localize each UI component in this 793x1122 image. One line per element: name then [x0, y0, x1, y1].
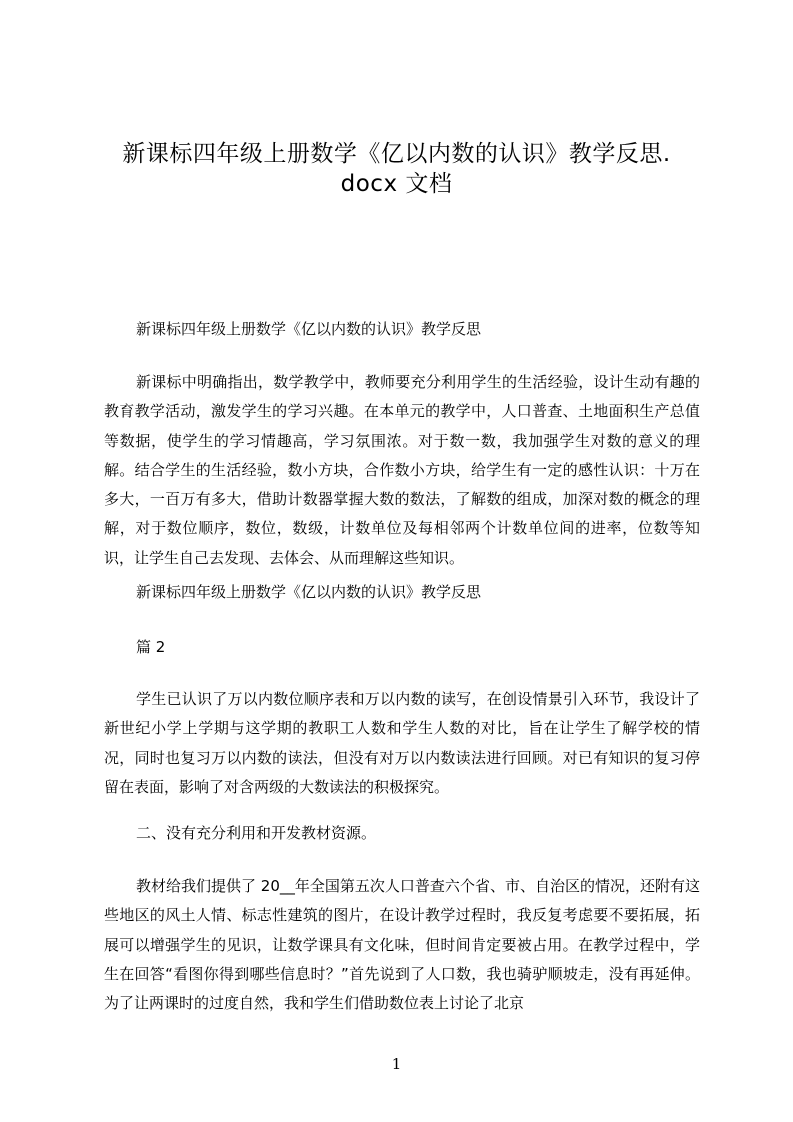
page-number: 1 [391, 1055, 402, 1073]
body-paragraph-1: 新课标中明确指出，数学教学中，教师要充分利用学生的生活经验，设计生动有趣的教育教学活动，激发学生的学习兴趣。在本单元的教学中，人口普查、土地面积生产总值等数据，使学生的学习情趣高，学习氛围浓。对于数一数，我加强学生对数的意义的理解。结合学生的生活经验，数小方块，合作数小方块，给学生有一定的感性认识：十万在多大，一百万有多大，借助计数器掌握大数的数法，了解数的组成，加深对数的概念的理解，对于数位顺序，数位，数级，计数单位及每相邻两个计数单位间的进率，位数等知识，让学生自己去发现、去体会、从而理解这些知识。 [104, 373, 700, 567]
title-line-1: 新课标四年级上册数学《亿以内数的认识》教学反思. [122, 141, 671, 167]
section-label: 篇 2 [136, 638, 166, 656]
section-heading-1: 新课标四年级上册数学《亿以内数的认识》教学反思 [136, 320, 482, 338]
title-line-2: docx 文档 [340, 171, 453, 197]
body-paragraph-3: 教材给我们提供了 20__年全国第五次人口普查六个省、市、自治区的情况，还附有这些地区的风土人情、标志性建筑的图片，在设计教学过程时，我反复考虑要不要拓展，拓展可以增强学生的见识，让数学课具有文化味，但时间肯定要被占用。在教学过程中，学生在回答“看图你得到哪些信息时？”首先说到了人口数，我也骑驴顺坡走，没有再延伸。为了让两课时的过度自然，我和学生们借助数位表上讨论了北京 [104, 877, 700, 1013]
body-paragraph-2: 学生已认识了万以内数位顺序表和万以内数的读写，在创设情景引入环节，我设计了新世纪小学上学期与这学期的教职工人数和学生人数的对比，旨在让学生了解学校的情况，同时也复习万以内数的读法，但没有对万以内数读法进行回顾。对已有知识的复习停留在表面，影响了对含两级的大数读法的积极探究。 [104, 690, 700, 796]
subheading: 二、没有充分利用和开发教材资源。 [136, 824, 377, 842]
section-heading-2: 新课标四年级上册数学《亿以内数的认识》教学反思 [136, 583, 482, 601]
document-title [60, 139, 733, 199]
